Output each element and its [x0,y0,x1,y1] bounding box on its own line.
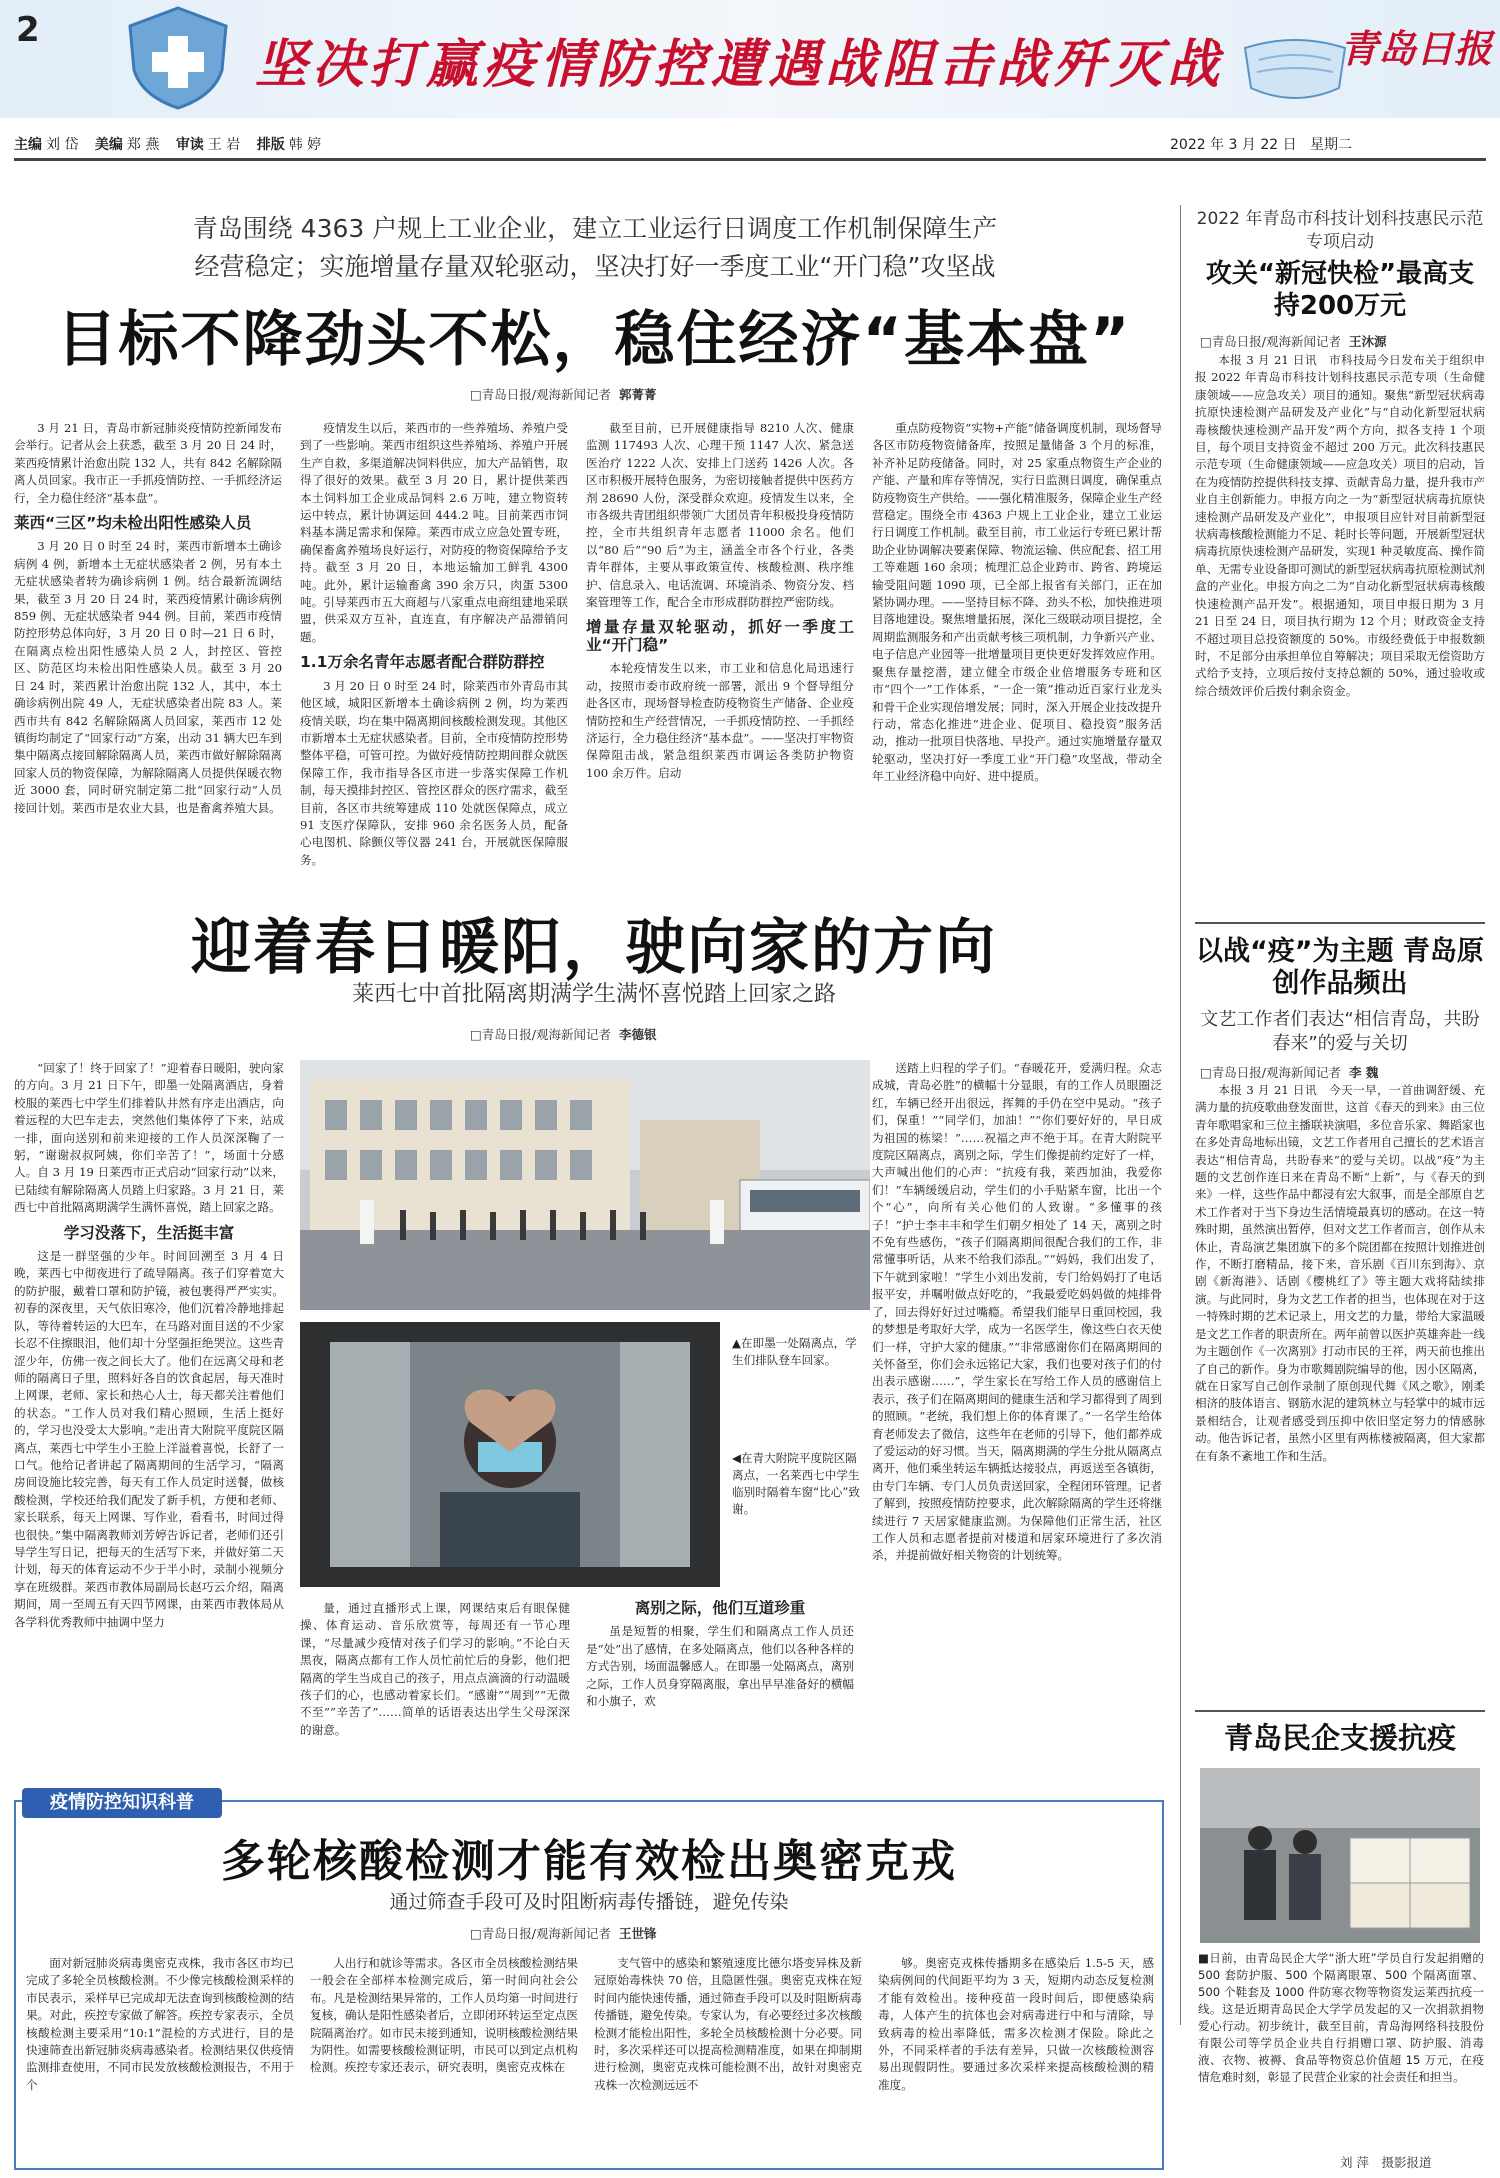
science-column-3: 支气管中的感染和繁殖速度比德尔塔变异株及新冠原始毒株快 70 倍，且隐匿性强。奥密克戎株在短时间内能快速传播，通过筛查手段可以及时阻断病毒传播链，避免传染。专家认为，有必要经过多次核酸检测才能检出阳性，多轮全员核酸检测十分必要。同时，多次采样还可以提高检测精准度，如果在抑制期进行检测，奥密克戎株可能检测不出，故针对奥密克戎株一次检测远远不 [594,1956,862,2092]
story2-deck: 莱西七中首批隔离期满学生满怀喜悦踏上回家之路 [351,982,836,1007]
sidebar-rule-2 [1195,1710,1485,1712]
photo-donation-boxes [1200,1768,1480,1943]
donation-photo-image [1200,1768,1480,1943]
science-column-1: 面对新冠肺炎病毒奥密克戎株，我市各区市均已完成了多轮全员核酸检测。不少像完核酸检测采样的市民表示，采样早已完成却无法查询到核酸检测的结果。对此，疾控专家做了解答。疾控专家表示，全员核酸检测主要采用“10:1”混检的方式进行，目的是快速筛查出新冠肺炎病毒感染者。检测结果仅供疫情监测排查使用，不同市民发放核酸检测报告，不用于个 [26,1956,294,2092]
sidebar-rule [1195,922,1485,924]
issue-date: 2022 年 3 月 22 日 星期二 [1170,137,1352,153]
story2-headline: 迎着春日暖阳，驶向家的方向 [191,913,997,983]
sidebar1-kicker: 2022 年青岛市科技计划科技惠民示范专项启动 [1196,209,1484,252]
lead-column-2: 疫情发生以后，莱西市的一些养殖场、养殖户受到了一些影响。莱西市组织这些养殖场、养殖户开展生产自救，多渠道解决饲料供应，加大产品销售，取得了很好的效果。截至 3 月 20 日，累计提供莱西本土饲料加工企业成品饲料 2.6 万吨，建立物资转运中转点，累计协调运回 444.2 吨。目前莱西市饲料基本满足需求和保障。莱西市成立应急处置专班，确保畜禽养殖场良好运行，对防疫的物资保障给予支持。截至 3 月 20 日，本地运输加工鲜乳 4300 吨。此外，累计运输畜禽 390 余万只，肉蛋 5300 吨。引导莱西市五大商超与八家重点电商组建地采联盟，供采双方互补，直连直，有序解决产品滞销问题。 1.1万余名青年志愿者配合群防群控 3 月 20 日 0 时至 24 时，除莱西市外青岛市其他区域，城阳区新增本土确诊病例 2 例，均为莱西疫情关联，均在集中隔离期间核酸检测发现。其他区市新增本土无症状感染者。目前，全市疫情防控形势整体平稳，可管可控。为做好疫情防控期间群众就医保障工作，我市指导各区市进一步落实保障工作机制，每天摸排封控区、管控区群众的医疗需求，截至目前，各区市共统筹建成 110 处就医保障点，成立 91 支医疗保障队，安排 960 余名医务人员，配备心电图机、除颤仪等仪器 241 台，开展就医保障服务。 [300,421,568,867]
sidebar2-byline: □青岛日报/观海新闻记者 李 魏 [1200,1065,1379,1080]
lead-byline: □青岛日报/观海新闻记者 郭菁菁 [470,387,657,402]
science-byline: □青岛日报/观海新闻记者 王世锋 [470,1926,657,1941]
sidebar2-headline: 以战“疫”为主题 青岛原创作品频出 [1196,936,1484,999]
lead-headline: 目标不降劲头不松，稳住经济“基本盘” [56,305,1132,375]
story2-byline: □青岛日报/观海新闻记者 李德银 [470,1027,657,1042]
photo-caption-1: ▲在即墨一处隔离点，学生们排队登车回家。 [732,1336,857,1367]
story2-column-1: “回家了！终于回家了！”迎着春日暖阳，驶向家的方向。3 月 21 日下午，即墨一处隔离酒店，身着校服的莱西七中学生们排着队井然有序走出酒店，向着远程的大巴车走去，突然他们集体停了下来，站成一排，面向送别和前来迎接的工作人员深深鞠了一躬，“谢谢叔叔阿姨，你们辛苦了！”，场面十分感人。自 3 月 19 日莱西市正式启动“回家行动”以来，已陆续有解除隔离人员踏上归家路。3 月 21 日，莱西七中首批隔离期满学生满怀喜悦，踏上回家之路。 学习没落下，生活挺丰富 这是一群坚强的少年。时间回溯至 3 月 4 日晚，莱西七中彻夜进行了疏导隔离。孩子们穿着宽大的防护服，戴着口罩和防护镜，被包裹得严严实实。初春的深夜里，天气依旧寒冷，他们沉着冷静地排起队，等待着转运的大巴车，在马路对面目送的不少家长忍不住擦眼泪，他们却十分坚强拒绝哭泣。这些青涩少年，仿佛一夜之间长大了。他们在远离父母和老师的隔离日子里，照料好各自的饮食起居，每天准时上网课，老师、家长和热心人士，每天都关注着他们的状态。“工作人员对我们精心照顾，生活上挺好的，学习也没受太大影响。”走出青大附院平度院区隔离点，莱西七中学生小王脸上洋溢着喜悦，长舒了一口气。他给记者讲起了隔离期间的生活学习，“隔离房间设施比较完善，每天有工作人员定时送餐，做核酸检测，学校还给我们配发了新手机，方便和老师、家长联系，每天上网课、写作业，看看书，时间过得也很快。”集中隔离教师刘芳婷告诉记者，老师们还引导学生写日记，把每天的生活写下来，并做好第二天计划，每天的体育运动不少于半小时，录制小视频分享在班级群。莱西市教体局副局长赵巧云介绍，隔离期间，周一至周五有天四节网课，由莱西市教体局从各学科优秀教师中抽调中坚力 [14,1061,284,1629]
sidebar2-deck: 文艺工作者们表达“相信青岛，共盼春来”的爱与关切 [1200,1009,1480,1054]
face-mask-icon [1235,30,1355,110]
column-divider [1180,205,1181,2025]
photo-students-boarding [300,1060,870,1310]
sidebar1-body: 本报 3 月 21 日讯 市科技局今日发布关于组织申报 2022 年青岛市科技计划科技惠民示范专项（生命健康领域——应急攻关）项目的通知。聚焦“新型冠状病毒抗原快速检测产品研发及产业化”与“自动化新型冠状病毒核酸快速检测产品开发”两个方向，拟各支持 1 个项目，每个项目支持资金不超过 200 万元。此次科技惠民示范专项（生命健康领域——应急攻关）项目的启动，旨在为疫情防控提供科技支撑、贡献青岛力量，提升我市产业自主创新能力。申报方向之一为“新型冠状病毒抗原快速检测产品研发及产业化”，申报项目应针对目前新型冠状病毒核酸检测能力不足、耗时长等问题，开展新型冠状病毒抗原快速检测产品研发，实现1 种灵敏度高、操作简单、无需专业设备即可测试的新型冠状病毒抗原检测试剂盒的产业化。申报方向之二为“自动化新型冠状病毒核酸快速检测产品开发”。根据通知，项目申报日期为 3 月 21 日至 24 日，项目执行期为 12 个月；财政资金支持不超过项目总投资额度的 50%。市级经费低于申报数额时，不足部分由承担单位自筹解决；项目采取无偿资助方式给予支持，立项后按付支持总额的 50%，通过验收或综合绩效评价后拨付剩余资金。 [1195,353,1485,698]
science-headline: 多轮核酸检测才能有效检出奥密克戎 [221,1836,957,1887]
sidebar3-caption: ■日前，由青岛民企大学“浙大班”学员自行发起捐赠的 500 套防护服、500 个隔离眼罩、500 个隔离面罩、500 个鞋套及 1000 件防寒衣物等物资发运莱西抗疫一线。这是近期青岛民企大学学员发起的又一次捐款捐物爱心行动。初步统计，截至目前，青岛海网络科技股份有限公司等学员企业共自行捐赠口罩、防护服、消毒液、衣物、被褥、食品等物资总价值超 15 万元，在疫情危难时刻，彰显了民营企业家的社会责任和担当。 [1198,1951,1484,2084]
science-deck: 通过筛查手段可及时阻断病毒传播链，避免传染 [389,1891,789,1913]
editorial-credits: 主编 刘 岱 美编 郑 燕 审读 王 岩 排版 韩 婷 [14,137,322,153]
photo-heart-window [300,1322,720,1587]
story2-column-3: 离别之际，他们互道珍重 虽是短暂的相聚，学生们和隔离点工作人员还是“处”出了感情，在多处隔离点，他们以各种各样的方式告别，场面温馨感人。在即墨一处隔离点，离别之际，工作人员身穿隔离服，拿出早早准备好的横幅和小旗子，欢 [586,1600,854,1709]
bus-window-image [300,1322,720,1587]
paper-logo: 青岛日报 [1340,27,1493,71]
top-rule [14,158,1486,161]
sidebar3-headline: 青岛民企支援抗疫 [1223,1721,1456,1755]
sidebar2-body: 本报 3 月 21 日讯 今天一早，一首曲调舒缓、充满力量的抗疫歌曲登发面世，这首《春天的到来》由三位青年歌唱家和三位主播联袂演唱，多位音乐家、舞蹈家也在多处青岛地标出镜，文艺工作者用自己擅长的艺术语言表达“相信青岛，共盼春来”的爱与关切。以战“疫”为主题的文艺创作连日来在青岛不断“上新”，与《春天的到来》一样，这些作品中都浸有宏大叙事，而是全部原自艺术工作者对于当下身边生活情境最真切的感动。在这一特殊时期，虽然演出暂停，但对文艺工作者而言，创作从未休止，青岛演艺集团旗下的多个院团都在按照计划推进创作，不断打磨精品，接下来，音乐剧《百川东到海》、京剧《新海港》、话剧《樱桃红了》等主题大戏将陆续排演。与此同时，身为文艺工作者的担当，也体现在对于这一特殊时期的艺术记录上，用文艺的力量，带给大家温暖是文艺工作者的职责所在。两年前曾以医护英雄奔赴一线为主题创作《一次离别》打动市民的王祥，两天前也推出了自己的新作。身为市歌舞剧院编导的他，因小区隔离，就在日家写自己创作录制了原创现代舞《风之歌》，刚柔相济的肢体语言、钢筋水泥的建筑林立与轻掌中的城市远景相结合，让观者感受到压抑中依旧坚定努力的情感脉动。他告诉记者，虽然小区里有两栋楼被隔离，但大家都在有条不紊地工作和生活。 [1195,1083,1485,1463]
medical-shield-icon [118,4,238,112]
lead-kicker: 青岛围绕 4363 户规上工业企业，建立工业运行日调度工作机制保障生产 经营稳定；实施增量存量双轮驱动，坚决打好一季度工业“开门稳”攻坚战 [192,214,998,281]
sidebar1-headline: 攻关“新冠快检”最高支持200万元 [1205,259,1475,321]
hotel-scene-image [300,1060,870,1310]
banner-slogan: 坚决打赢疫情防控遭遇战阻击战歼灭战 [255,35,1225,95]
lead-column-4: 重点防疫物资“实物+产能”储备调度机制，现场督导各区市防疫物资储备库，按照足量储备 3 个月的标准，补齐补足防疫储备。同时，对 25 家重点物资生产企业的产能、产量和库存等情况，实行日监测日调度，确保重点防疫物资生产供给。——强化精准服务，保障企业生产经营稳定。围绕全市 4363 户规上工业企业，建立工业运行日调度工作机制。截至目前，市工业运行专班已累计帮助企业协调解决要素保障、物流运输、供应配套、招工用工等难题 160 余项；梳理汇总企业跨市、跨省、跨境运输受阻问题 1090 项，已全部上报省有关部门，正在加紧协调办理。——坚持目标不降、劲头不松，加快推进项目落地建设。聚焦增量拓展，深化三级联动项目提挖，全周期监测服务和产出贡献考核三项机制，力争新兴产业、电子信息产业园等一批增量项目更快更好发挥效应作用。聚焦存量挖潜，建立健全市级企业倍增服务专班和区市“四个一”工作体系，“一企一策”推动近百家行业龙头和骨干企业实现倍增发展；同时，深入开展企业技改提升行动，常态化推进“进企业、促项目、稳投资”服务活动，推动一批项目快落地、早投产。通过实施增量存量双轮驱动，坚决打好一季度工业“开门稳”攻坚战，带动全年工业经济稳中向好、进中提质。 [872,421,1162,784]
photo-caption-2: ◀在青大附院平度院区隔离点，一名莱西七中学生临别时隔着车窗“比心”致谢。 [732,1451,860,1516]
story2-column-2: 量，通过直播形式上课，网课结束后有眼保健操、体育运动、音乐欣赏等，每周还有一节心理课，“尽量减少疫情对孩子们学习的影响。”不论白天黑夜，隔离点都有工作人员忙前忙后的身影，他们把隔离的学生当成自己的孩子，用点点滴滴的行动温暖孩子们的心，也感动着家长们。“感谢”“周到”“无微不至”“辛苦了”……简单的话语表达出学生父母深深的谢意。 [300,1601,570,1737]
page-number: 2 [16,10,40,50]
science-column-2: 人出行和就诊等需求。各区市全员核酸检测结果一般会在全部样本检测完成后，第一时间向社会公布。凡是检测结果异常的，工作人员均第一时间进行复核，确认是阳性感染者后，立即闭环转运至定点医院隔离治疗。如市民未接到通知，说明核酸检测结果为阴性。如需要核酸检测证明，市民可以到定点机构检测。疾控专家还表示，研究表明，奥密克戎株在 [310,1956,578,2075]
science-column-4: 够。奥密克戎株传播期多在感染后 1.5-5 天，感染病例间的代间距平均为 3 天，短期内动态反复检测才能有效检出。接种疫苗一段时间后，即便感染病毒，人体产生的抗体也会对病毒进行中和与清除，导致病毒的检出率降低，需多次检测才保险。除此之外，不同采样者的手法有差异，只做一次核酸检测容易出现假阴性。要通过多次采样来提高核酸检测的精准度。 [878,1956,1154,2092]
sidebar1-byline: □青岛日报/观海新闻记者 王沐源 [1200,334,1387,349]
science-box-tag: 疫情防控知识科普 [22,1788,222,1818]
lead-column-1: 3 月 21 日，青岛市新冠肺炎疫情防控新闻发布会举行。记者从会上获悉，截至 3 月 20 日 24 时，莱西疫情累计治愈出院 132 人，共有 842 名解除隔离人员回家。我市正一手抓疫情防控、一手抓经济运行，全力稳住经济“基本盘”。 莱西“三区”均未检出阳性感染人员 3 月 20 日 0 时至 24 时，莱西市新增本土确诊病例 4 例，新增本土无症状感染者 2 例，另有本土无症状感染者转为确诊病例 1 例。结合最新流调结果，截至 3 月 20 日 24 时，莱西疫情累计确诊病例 859 例、无症状感染者 944 例。目前，莱西市疫情防控形势总体向好，3 月 20 日 0 时—21 日 6 时，在隔离点检出阳性感染人员 2 人，封控区、管控区、防范区均未检出阳性感染人员。截至 3 月 20 日 24 时，莱西累计治愈出院 132 人，其中，本土确诊病例出院 49 人，无症状感染者出院 83 人。莱西市共有 842 名解除隔离人员回家，莱西市 12 处镇街均制定了“回家行动”方案，出动 31 辆大巴车到集中隔离点接回解除隔离人员，莱西市做好解除隔离回家人员的物资保障，为解除隔离人员提供保暖衣物近 3000 套，同时研究制定第二批“回家行动”人员接回计划。莱西市是农业大县，也是畜禽养殖大县。 [14,421,282,815]
story2-column-4: 送踏上归程的学子们。“春暖花开，爱满归程。众志成城，青岛必胜”的横幅十分显眼，有的工作人员眼圈泛红，车辆已经开出很远，挥舞的手仍在空中晃动。“孩子们，保重！”“同学们，加油！”“你们要好好的，早日成为祖国的栋梁！”……祝福之声不绝于耳。在青大附院平度院区隔离点，离别之际，学生们像提前约定好了一样，大声喊出他们的心声：“抗疫有我，莱西加油，我爱你们！”车辆缓缓启动，学生们的小手贴紧车窗，比出一个个“心”，向所有关心他们的人致谢。“多懂事的孩子！”护士李丰丰和学生们朝夕相处了 14 天，离别之时不免有些感伤，“孩子们隔离期间很配合我们的工作，非常懂事听话，从来不给我们添乱。”“妈妈，我们出发了，下午就到家啦！”学生小刘出发前，专门给妈妈打了电话报平安，并嘱咐做点好吃的，“我最爱吃妈妈做的炖排骨了，回去得好好过过嘴瘾。希望我们能早日重回校园，我的梦想是考取好大学，成为一名医学生，像这些白衣天使们一样，守护大家的健康。”“非常感谢你们在隔离期间的关怀备至，你们会永远铭记大家，我们也要对孩子们的付出表示感谢……”，学生家长在写给工作人员的感谢信上表示，孩子们在隔离期间的健康生活和学习都得到了周到的照顾。“老统，我们想上你的体育课了。”一名学生给体育老师发去了微信，这些年在老师的引导下，他们都养成了爱运动的好习惯。当天，隔离期满的学生分批从隔离点离开，他们乘坐转运车辆抵达接驳点，再返送至各镇街，由专门车辆、专门人员负责送回家，全程闭环管理。记者了解到，按照疫情防控要求，此次解除隔离的学生还将继续进行 7 天居家健康监测。为保障他们正常生活，社区工作人员和志愿者提前对楼道和居家环境进行了多次消杀，并提前做好相关物资的计划统筹。 [872,1061,1162,1563]
photo-credit: 刘 萍 摄影报道 [1340,2155,1432,2170]
lead-column-3: 截至目前，已开展健康指导 8210 人次、健康监测 117493 人次、心理干预 1147 人次、紧急送医治疗 1222 人次、安排上门送药 1426 人次。各区市积极开展特色服务，为密切接触者提供中医药方剂 28690 人份，深受群众欢迎。疫情发生以来，全市各级共青团组织带领广大团员青年积极投身疫情防控，全市共组织青年志愿者 11000 余名。他们以“80 后”“90 后”为主，涵盖全市各个行业，各类青年群体，主要从事政策宣传、核酸检测、秩序维护、信息录入、电话流调、环境消杀、物资分发、档案管理等工作，配合全市形成群防群控严密防线。 增量存量双轮驱动，抓好一季度工业“开门稳” 本轮疫情发生以来，市工业和信息化局迅速行动，按照市委市政府统一部署，派出 9 个督导组分赴各区市，现场督导检查防疫物资生产储备、企业疫情防控和生产经营情况，一手抓疫情防控、一手抓经济运行，全力稳住经济“基本盘”。——坚决打牢物资保障阻击战，紧急组织莱西市调运各类防护物资 100 余万件。启动 [586,421,854,780]
